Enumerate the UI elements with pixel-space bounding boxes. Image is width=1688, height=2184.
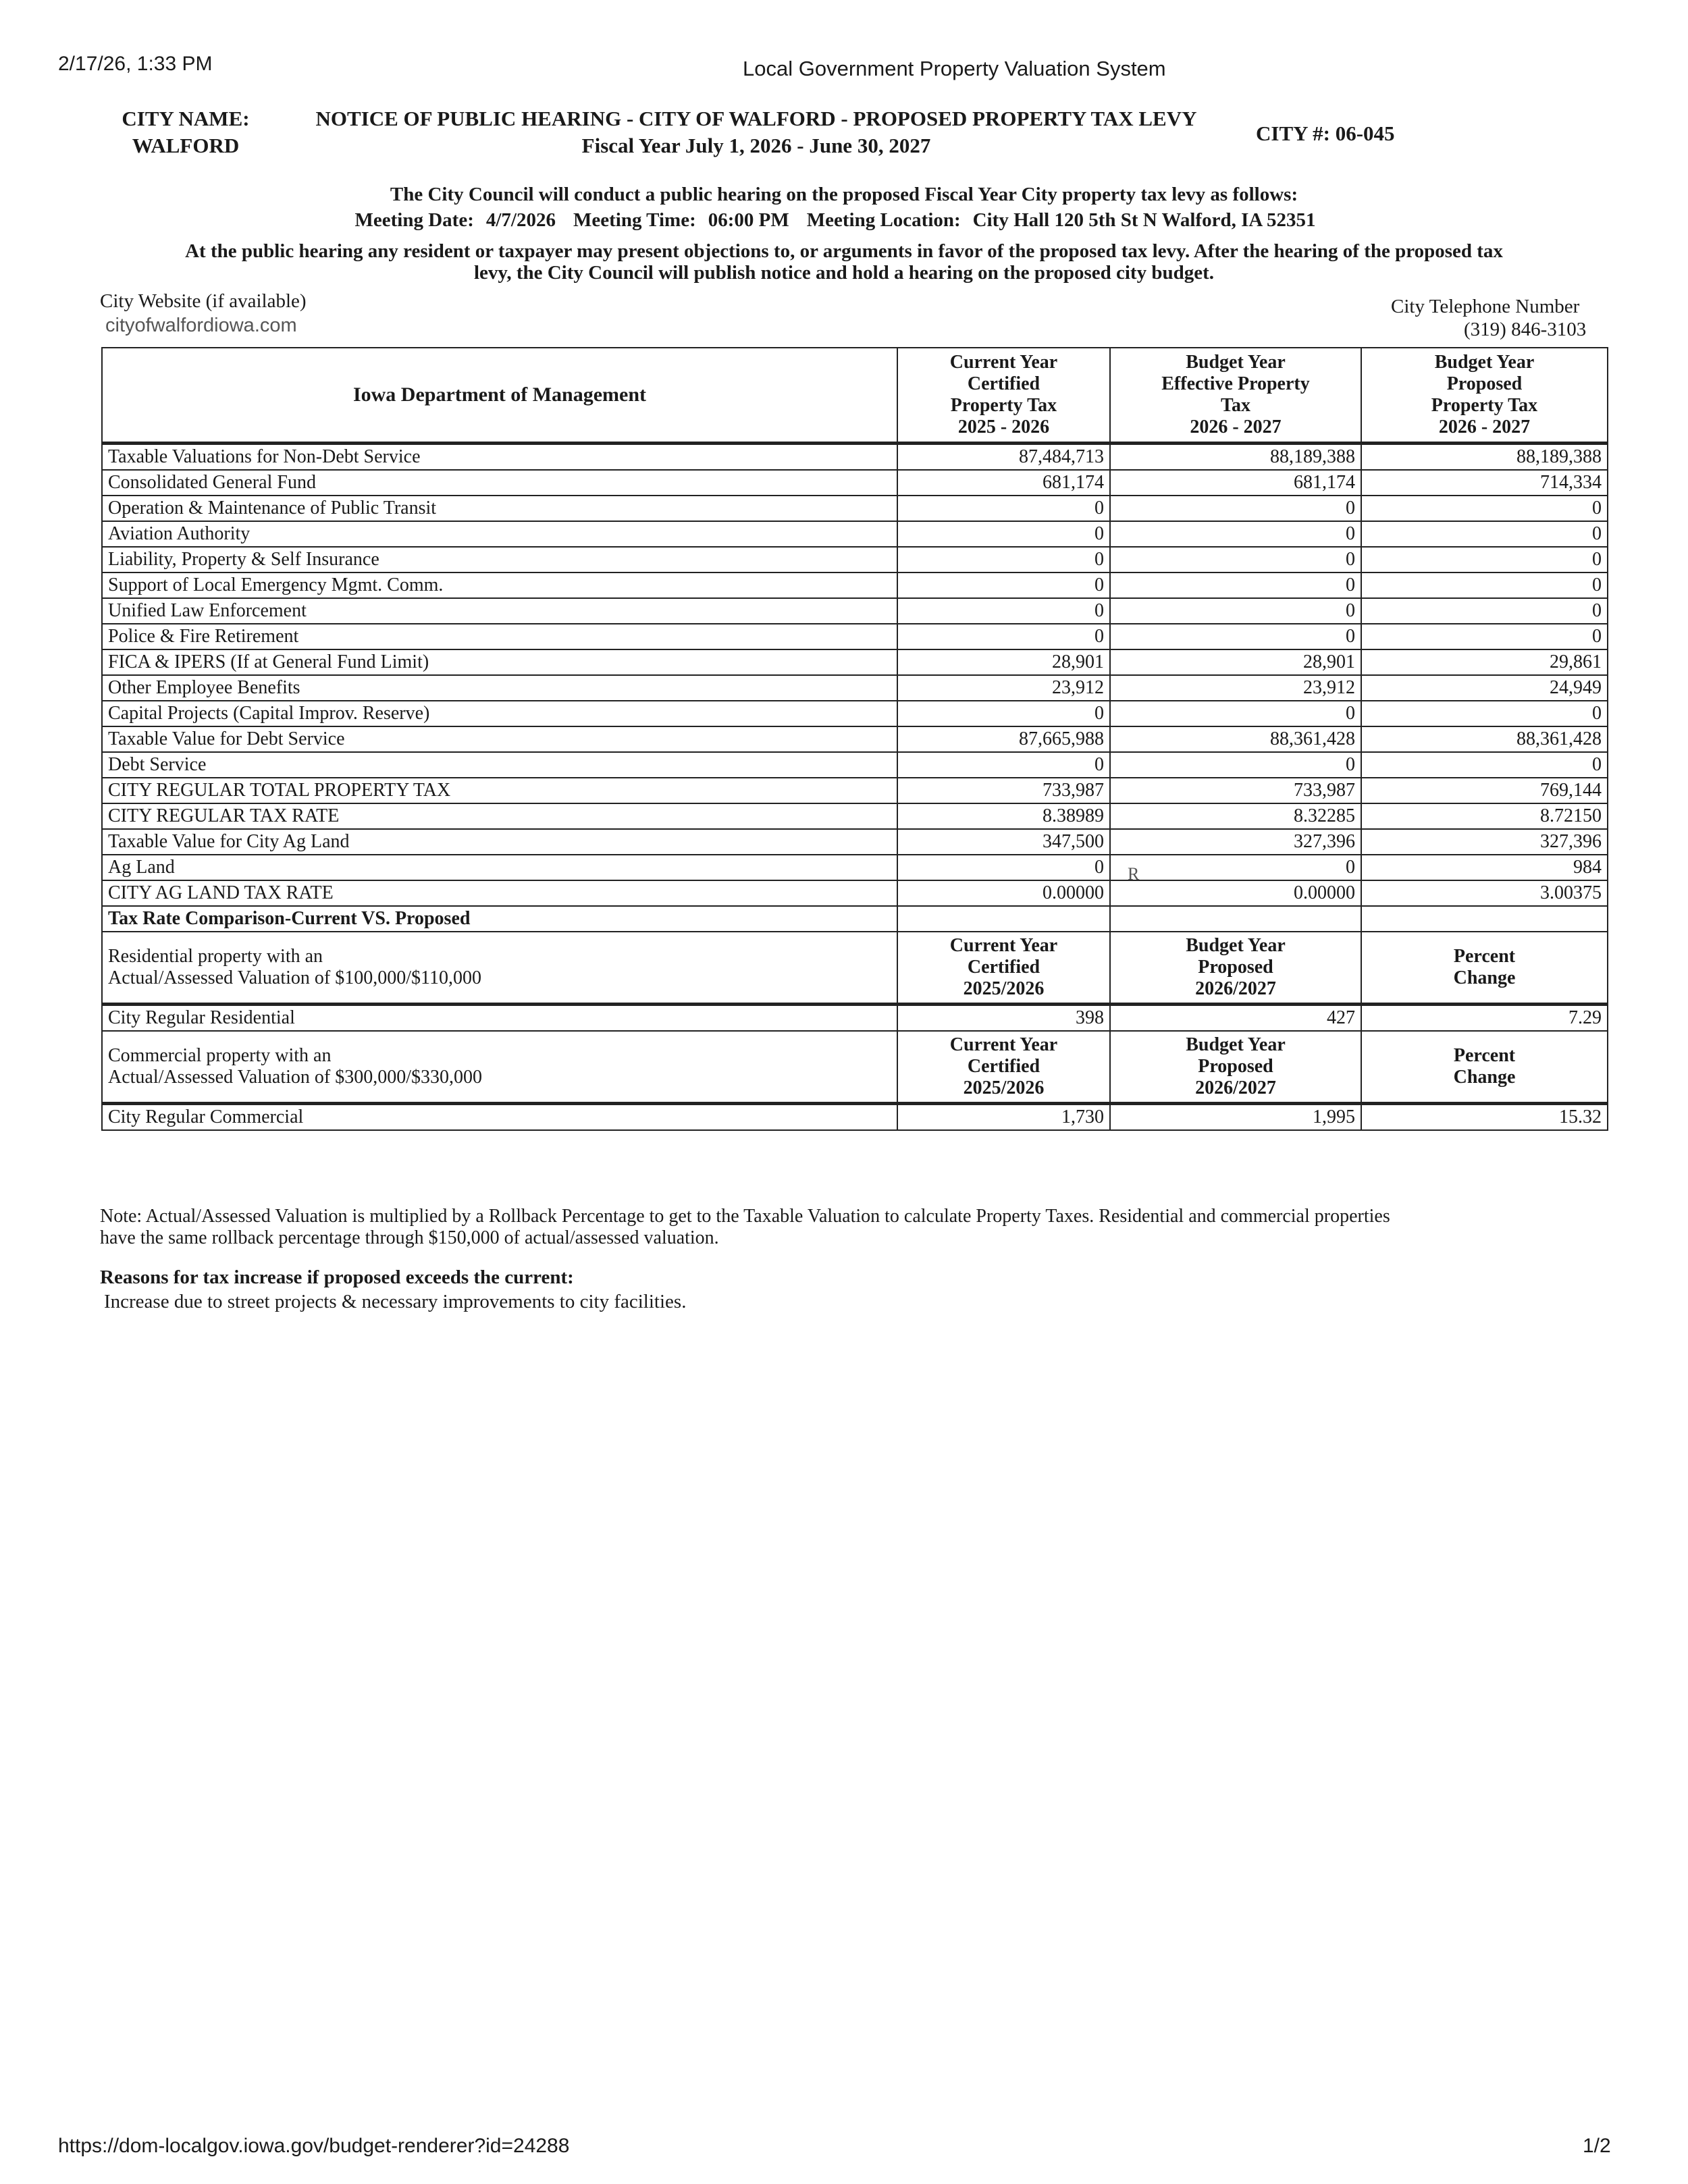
row-label: Operation & Maintenance of Public Transit bbox=[102, 496, 897, 521]
table-row bbox=[102, 598, 1608, 624]
row-label: Other Employee Benefits bbox=[102, 675, 897, 701]
table-row bbox=[102, 880, 1608, 906]
commercial-current: 1,730 bbox=[897, 1104, 1110, 1131]
col-proposed-h3: Property Tax bbox=[1431, 395, 1538, 416]
footer-url[interactable]: https://dom-localgov.iowa.gov/budget-renderer?id=24288 bbox=[58, 2135, 570, 2157]
row-label: FICA & IPERS (If at General Fund Limit) bbox=[102, 649, 897, 675]
proposed-value: 0 bbox=[1361, 624, 1608, 649]
com-h1-l1: Current Year bbox=[949, 1034, 1058, 1055]
objections-text-line1: At the public hearing any resident or taxpayer may present objections to, or arguments in favor of the proposed tax levy. After the hearing of the proposed tax bbox=[185, 240, 1503, 262]
row-label: Aviation Authority bbox=[102, 521, 897, 547]
effective-value: 0 bbox=[1110, 547, 1361, 572]
table-row bbox=[102, 701, 1608, 726]
note-line1: Note: Actual/Assessed Valuation is multiplied by a Rollback Percentage to get to the Taxable Valuation to calculate Property Taxes. Residential and commercial properties bbox=[100, 1206, 1390, 1227]
effective-value: 8.32285 bbox=[1110, 803, 1361, 829]
row-label: Taxable Valuations for Non-Debt Service bbox=[102, 444, 897, 471]
com-h3-l2: Change bbox=[1453, 1067, 1516, 1088]
current-value: 8.38989 bbox=[897, 803, 1110, 829]
website-value: cityofwalfordiowa.com bbox=[105, 315, 297, 336]
fiscal-year: Fiscal Year July 1, 2026 - June 30, 2027 bbox=[581, 134, 931, 157]
current-value: 87,665,988 bbox=[897, 726, 1110, 752]
row-label: CITY REGULAR TOTAL PROPERTY TAX bbox=[102, 778, 897, 803]
col-proposed-h1: Budget Year bbox=[1434, 352, 1535, 373]
current-value: 681,174 bbox=[897, 470, 1110, 496]
row-label: Unified Law Enforcement bbox=[102, 598, 897, 624]
res-h1-l3: 2025/2026 bbox=[963, 978, 1045, 999]
table-row bbox=[102, 649, 1608, 675]
print-date: 2/17/26, 1:33 PM bbox=[58, 53, 213, 75]
current-value: 733,987 bbox=[897, 778, 1110, 803]
note-line2: have the same rollback percentage through $150,000 of actual/assessed valuation. bbox=[100, 1227, 719, 1248]
row-label: CITY AG LAND TAX RATE bbox=[102, 880, 897, 906]
col-current-h2: Certified bbox=[967, 373, 1040, 394]
effective-value: 0 bbox=[1110, 624, 1361, 649]
table-header-row bbox=[102, 348, 1608, 444]
res-h1-l2: Certified bbox=[967, 957, 1040, 978]
empty-cell bbox=[1361, 906, 1608, 932]
current-value: 0 bbox=[897, 701, 1110, 726]
proposed-value: 0 bbox=[1361, 521, 1608, 547]
table-row bbox=[102, 572, 1608, 598]
notice-title-block bbox=[284, 105, 1229, 159]
col-effective-header bbox=[1110, 348, 1361, 444]
levy-table bbox=[101, 347, 1608, 1131]
table-row bbox=[102, 752, 1608, 778]
proposed-value: 327,396 bbox=[1361, 829, 1608, 855]
residential-desc-line2: Actual/Assessed Valuation of $100,000/$110,000 bbox=[108, 967, 481, 988]
meeting-date-label: Meeting Date: bbox=[354, 209, 474, 231]
table-row bbox=[102, 726, 1608, 752]
effective-value: 0 bbox=[1110, 752, 1361, 778]
col-effective-h4: 2026 - 2027 bbox=[1190, 417, 1282, 437]
current-value: 347,500 bbox=[897, 829, 1110, 855]
notice-title: NOTICE OF PUBLIC HEARING - CITY OF WALFORD - PROPOSED PROPERTY TAX LEVY bbox=[315, 107, 1197, 130]
table-row bbox=[102, 444, 1608, 471]
effective-value: 0 bbox=[1110, 701, 1361, 726]
table-row bbox=[102, 470, 1608, 496]
proposed-value: 0 bbox=[1361, 547, 1608, 572]
commercial-desc-line2: Actual/Assessed Valuation of $300,000/$330,000 bbox=[108, 1067, 482, 1088]
col-current-header bbox=[897, 348, 1110, 444]
effective-value: 0 bbox=[1110, 521, 1361, 547]
meeting-location: City Hall 120 5th St N Walford, IA 52351 bbox=[972, 209, 1316, 231]
table-row bbox=[102, 547, 1608, 572]
col-current-h1: Current Year bbox=[949, 352, 1058, 373]
row-label: Police & Fire Retirement bbox=[102, 624, 897, 649]
residential-desc-line1: Residential property with an bbox=[108, 946, 323, 967]
effective-value: 0 bbox=[1110, 855, 1361, 880]
current-value: 0 bbox=[897, 752, 1110, 778]
reasons-label: Reasons for tax increase if proposed exceeds the current: bbox=[100, 1267, 574, 1288]
col-current-h4: 2025 - 2026 bbox=[957, 417, 1050, 437]
com-h2-l3: 2026/2027 bbox=[1195, 1077, 1276, 1098]
city-name-block bbox=[108, 105, 263, 159]
current-value: 0 bbox=[897, 598, 1110, 624]
commercial-proposed-header bbox=[1110, 1031, 1361, 1104]
city-name-label: CITY NAME: bbox=[122, 107, 250, 130]
table-row bbox=[102, 675, 1608, 701]
residential-values-row bbox=[102, 1005, 1608, 1032]
phone-label: City Telephone Number bbox=[1391, 296, 1580, 317]
residential-description bbox=[102, 932, 897, 1005]
proposed-value: 0 bbox=[1361, 598, 1608, 624]
col-proposed-h4: 2026 - 2027 bbox=[1438, 417, 1531, 437]
col-effective-h1: Budget Year bbox=[1186, 352, 1286, 373]
commercial-label: City Regular Commercial bbox=[102, 1104, 897, 1131]
city-name: WALFORD bbox=[132, 134, 240, 157]
effective-value: 0 bbox=[1110, 496, 1361, 521]
effective-value: 23,912 bbox=[1110, 675, 1361, 701]
current-value: 0.00000 bbox=[897, 880, 1110, 906]
commercial-change: 15.32 bbox=[1361, 1104, 1608, 1131]
effective-value: 681,174 bbox=[1110, 470, 1361, 496]
row-label: Consolidated General Fund bbox=[102, 470, 897, 496]
effective-value: 88,189,388 bbox=[1110, 444, 1361, 471]
table-row bbox=[102, 855, 1608, 880]
current-value: 0 bbox=[897, 572, 1110, 598]
residential-current: 398 bbox=[897, 1005, 1110, 1032]
com-h1-l2: Certified bbox=[967, 1056, 1040, 1077]
stray-mark: R bbox=[1128, 864, 1140, 884]
effective-value: 733,987 bbox=[1110, 778, 1361, 803]
proposed-value: 984 bbox=[1361, 855, 1608, 880]
proposed-value: 24,949 bbox=[1361, 675, 1608, 701]
dept-header: Iowa Department of Management bbox=[102, 348, 897, 444]
res-h1-l1: Current Year bbox=[949, 935, 1058, 956]
table-row bbox=[102, 803, 1608, 829]
commercial-current-header bbox=[897, 1031, 1110, 1104]
table-row bbox=[102, 624, 1608, 649]
col-current-h3: Property Tax bbox=[950, 395, 1057, 416]
effective-value: 88,361,428 bbox=[1110, 726, 1361, 752]
residential-proposed-header bbox=[1110, 932, 1361, 1005]
row-label: Ag Land bbox=[102, 855, 897, 880]
col-effective-h2: Effective Property bbox=[1161, 373, 1310, 394]
res-h3-l1: Percent bbox=[1453, 946, 1516, 967]
commercial-desc-line1: Commercial property with an bbox=[108, 1045, 332, 1066]
commercial-values-row bbox=[102, 1104, 1608, 1131]
reasons-text: Increase due to street projects & necessary improvements to city facilities. bbox=[104, 1291, 687, 1312]
proposed-value: 88,189,388 bbox=[1361, 444, 1608, 471]
current-value: 28,901 bbox=[897, 649, 1110, 675]
proposed-value: 0 bbox=[1361, 701, 1608, 726]
empty-cell bbox=[897, 906, 1110, 932]
current-value: 23,912 bbox=[897, 675, 1110, 701]
row-label: Support of Local Emergency Mgmt. Comm. bbox=[102, 572, 897, 598]
empty-cell bbox=[1110, 906, 1361, 932]
row-label: CITY REGULAR TAX RATE bbox=[102, 803, 897, 829]
meeting-date: 4/7/2026 bbox=[485, 209, 556, 231]
effective-value: 0 bbox=[1110, 572, 1361, 598]
res-h2-l1: Budget Year bbox=[1186, 935, 1286, 956]
commercial-proposed: 1,995 bbox=[1110, 1104, 1361, 1131]
meeting-details bbox=[88, 209, 1600, 232]
residential-current-header bbox=[897, 932, 1110, 1005]
comparison-title-row bbox=[102, 906, 1608, 932]
residential-header-row bbox=[102, 932, 1608, 1005]
res-h2-l3: 2026/2027 bbox=[1195, 978, 1276, 999]
current-value: 0 bbox=[897, 624, 1110, 649]
objections-text-line2: levy, the City Council will publish notice and hold a hearing on the proposed city budget. bbox=[474, 262, 1214, 284]
phone-value: (319) 846-3103 bbox=[1464, 319, 1587, 340]
res-h3-l2: Change bbox=[1453, 967, 1516, 988]
current-value: 0 bbox=[897, 855, 1110, 880]
row-label: Capital Projects (Capital Improv. Reserve) bbox=[102, 701, 897, 726]
comparison-title: Tax Rate Comparison-Current VS. Proposed bbox=[102, 906, 897, 932]
meeting-time: 06:00 PM bbox=[708, 209, 789, 231]
current-value: 0 bbox=[897, 496, 1110, 521]
table-row bbox=[102, 778, 1608, 803]
col-proposed-h2: Proposed bbox=[1446, 373, 1523, 394]
proposed-value: 0 bbox=[1361, 496, 1608, 521]
city-number: CITY #: 06-045 bbox=[1256, 122, 1395, 145]
col-effective-h3: Tax bbox=[1220, 395, 1251, 416]
com-h2-l1: Budget Year bbox=[1186, 1034, 1286, 1055]
row-label: Debt Service bbox=[102, 752, 897, 778]
commercial-change-header bbox=[1361, 1031, 1608, 1104]
current-value: 0 bbox=[897, 521, 1110, 547]
row-label: Taxable Value for City Ag Land bbox=[102, 829, 897, 855]
meeting-location-label: Meeting Location: bbox=[806, 209, 961, 231]
col-proposed-header bbox=[1361, 348, 1608, 444]
commercial-description bbox=[102, 1031, 897, 1104]
proposed-value: 3.00375 bbox=[1361, 880, 1608, 906]
com-h2-l2: Proposed bbox=[1198, 1056, 1273, 1077]
residential-change: 7.29 bbox=[1361, 1005, 1608, 1032]
table-row bbox=[102, 521, 1608, 547]
com-h3-l1: Percent bbox=[1453, 1045, 1516, 1066]
proposed-value: 0 bbox=[1361, 572, 1608, 598]
commercial-header-row bbox=[102, 1031, 1608, 1104]
residential-proposed: 427 bbox=[1110, 1005, 1361, 1032]
proposed-value: 769,144 bbox=[1361, 778, 1608, 803]
residential-label: City Regular Residential bbox=[102, 1005, 897, 1032]
residential-change-header bbox=[1361, 932, 1608, 1005]
hearing-intro: The City Council will conduct a public hearing on the proposed Fiscal Year City property tax levy as follows: bbox=[390, 184, 1298, 205]
effective-value: 327,396 bbox=[1110, 829, 1361, 855]
current-value: 87,484,713 bbox=[897, 444, 1110, 471]
effective-value: 28,901 bbox=[1110, 649, 1361, 675]
effective-value: 0.00000 bbox=[1110, 880, 1361, 906]
res-h2-l2: Proposed bbox=[1198, 957, 1273, 978]
current-value: 0 bbox=[897, 547, 1110, 572]
table-row bbox=[102, 496, 1608, 521]
proposed-value: 0 bbox=[1361, 752, 1608, 778]
row-label: Liability, Property & Self Insurance bbox=[102, 547, 897, 572]
proposed-value: 29,861 bbox=[1361, 649, 1608, 675]
row-label: Taxable Value for Debt Service bbox=[102, 726, 897, 752]
proposed-value: 714,334 bbox=[1361, 470, 1608, 496]
page-number: 1/2 bbox=[1583, 2135, 1611, 2157]
website-label: City Website (if available) bbox=[100, 290, 307, 312]
proposed-value: 8.72150 bbox=[1361, 803, 1608, 829]
table-row bbox=[102, 829, 1608, 855]
meeting-time-label: Meeting Time: bbox=[573, 209, 696, 231]
com-h1-l3: 2025/2026 bbox=[963, 1077, 1045, 1098]
proposed-value: 88,361,428 bbox=[1361, 726, 1608, 752]
system-title: Local Government Property Valuation System bbox=[743, 57, 1166, 80]
effective-value: 0 bbox=[1110, 598, 1361, 624]
